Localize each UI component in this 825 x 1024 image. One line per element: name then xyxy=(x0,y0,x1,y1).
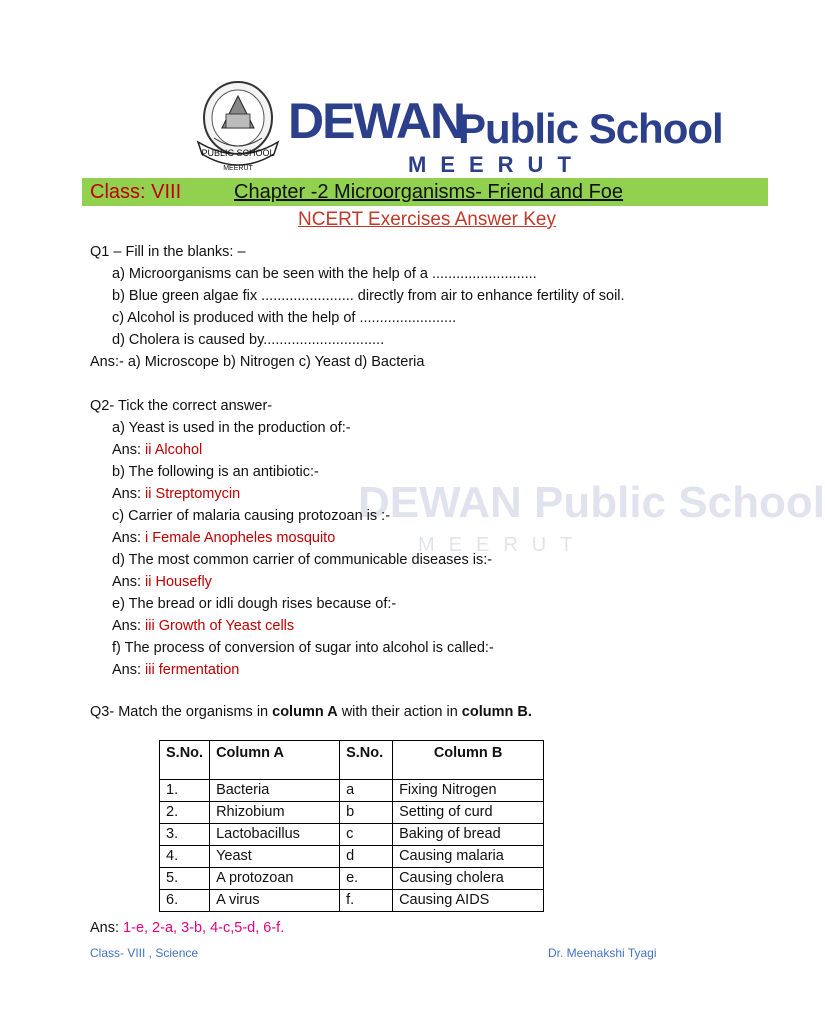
q3-answer: Ans: 1-e, 2-a, 3-b, 4-c,5-d, 6-f. xyxy=(90,920,285,936)
table-cell: 1. xyxy=(160,780,210,802)
brand-city: MEERUT xyxy=(408,152,585,177)
brand-name: DEWAN xyxy=(288,93,465,149)
table-header-row xyxy=(160,741,544,780)
table-cell: d xyxy=(340,846,393,868)
table-row xyxy=(160,780,544,802)
table-cell: 2. xyxy=(160,802,210,824)
q1-heading: Q1 – Fill in the blanks: – xyxy=(90,244,246,260)
q1-answer: Ans:- a) Microscope b) Nitrogen c) Yeast d) Bacteria xyxy=(90,354,425,370)
q1-item-d: d) Cholera is caused by.............................. xyxy=(112,332,385,348)
table-header-cell: Column B xyxy=(393,741,544,780)
svg-text:PUBLIC SCHOOL: PUBLIC SCHOOL xyxy=(201,148,275,158)
table-cell: Rhizobium xyxy=(210,802,340,824)
table-cell: Bacteria xyxy=(210,780,340,802)
footer-author: Dr. Meenakshi Tyagi xyxy=(548,946,657,960)
table-cell: 6. xyxy=(160,890,210,912)
page-subtitle: NCERT Exercises Answer Key xyxy=(298,209,556,230)
table-cell: a xyxy=(340,780,393,802)
table-cell: A virus xyxy=(210,890,340,912)
q2-question-c: c) Carrier of malaria causing protozoan is :- xyxy=(112,508,391,524)
table-cell: Fixing Nitrogen xyxy=(393,780,544,802)
q1-item-a: a) Microorganisms can be seen with the help of a .......................... xyxy=(112,266,537,282)
q2-question-e: e) The bread or idli dough rises because of:- xyxy=(112,596,397,612)
q2-answer-c: Ans: i Female Anopheles mosquito xyxy=(112,530,336,546)
watermark-city: MEERUT xyxy=(418,534,587,556)
table-cell: Baking of bread xyxy=(393,824,544,846)
q2-answer-f: Ans: iii fermentation xyxy=(112,662,240,678)
table-row xyxy=(160,846,544,868)
brand-suffix: Public School xyxy=(458,105,723,152)
q2-question-f: f) The process of conversion of sugar into alcohol is called:- xyxy=(112,640,494,656)
table-row xyxy=(160,890,544,912)
table-cell: 3. xyxy=(160,824,210,846)
q2-question-b: b) The following is an antibiotic:- xyxy=(112,464,319,480)
q2-question-d: d) The most common carrier of communicable diseases is:- xyxy=(112,552,493,568)
table-header-cell: Column A xyxy=(210,741,340,780)
table-cell: 5. xyxy=(160,868,210,890)
q1-item-c: c) Alcohol is produced with the help of ........................ xyxy=(112,310,457,326)
match-table xyxy=(159,740,544,912)
footer-class-subject: Class- VIII , Science xyxy=(90,946,199,960)
table-cell: Lactobacillus xyxy=(210,824,340,846)
q3-heading: Q3- Match the organisms in column A with their action in column B. xyxy=(90,704,532,720)
table-cell: Causing cholera xyxy=(393,868,544,890)
q2-answer-a: Ans: ii Alcohol xyxy=(112,442,203,458)
q2-heading: Q2- Tick the correct answer- xyxy=(90,398,273,414)
q2-question-a: a) Yeast is used in the production of:- xyxy=(112,420,351,436)
table-cell: A protozoan xyxy=(210,868,340,890)
table-cell: c xyxy=(340,824,393,846)
table-cell: Causing AIDS xyxy=(393,890,544,912)
watermark-text: DEWAN Public School xyxy=(358,478,825,527)
table-row xyxy=(160,824,544,846)
table-cell: Causing malaria xyxy=(393,846,544,868)
table-header-cell: S.No. xyxy=(340,741,393,780)
q2-answer-b: Ans: ii Streptomycin xyxy=(112,486,241,502)
q2-answer-d: Ans: ii Housefly xyxy=(112,574,212,590)
table-cell: Yeast xyxy=(210,846,340,868)
table-cell: Setting of curd xyxy=(393,802,544,824)
q1-item-b: b) Blue green algae fix ....................... directly from air to enhance fertility of soil. xyxy=(112,288,625,304)
school-seal-logo xyxy=(192,78,284,174)
class-label: Class: VIII xyxy=(90,181,182,203)
svg-text:MEERUT: MEERUT xyxy=(223,165,253,172)
table-cell: e. xyxy=(340,868,393,890)
table-cell: 4. xyxy=(160,846,210,868)
table-cell: b xyxy=(340,802,393,824)
table-header-cell: S.No. xyxy=(160,741,210,780)
chapter-title: Chapter -2 Microorganisms- Friend and Foe xyxy=(234,181,624,203)
table-row xyxy=(160,868,544,890)
table-row xyxy=(160,802,544,824)
table-cell: f. xyxy=(340,890,393,912)
q2-answer-e: Ans: iii Growth of Yeast cells xyxy=(112,618,295,634)
